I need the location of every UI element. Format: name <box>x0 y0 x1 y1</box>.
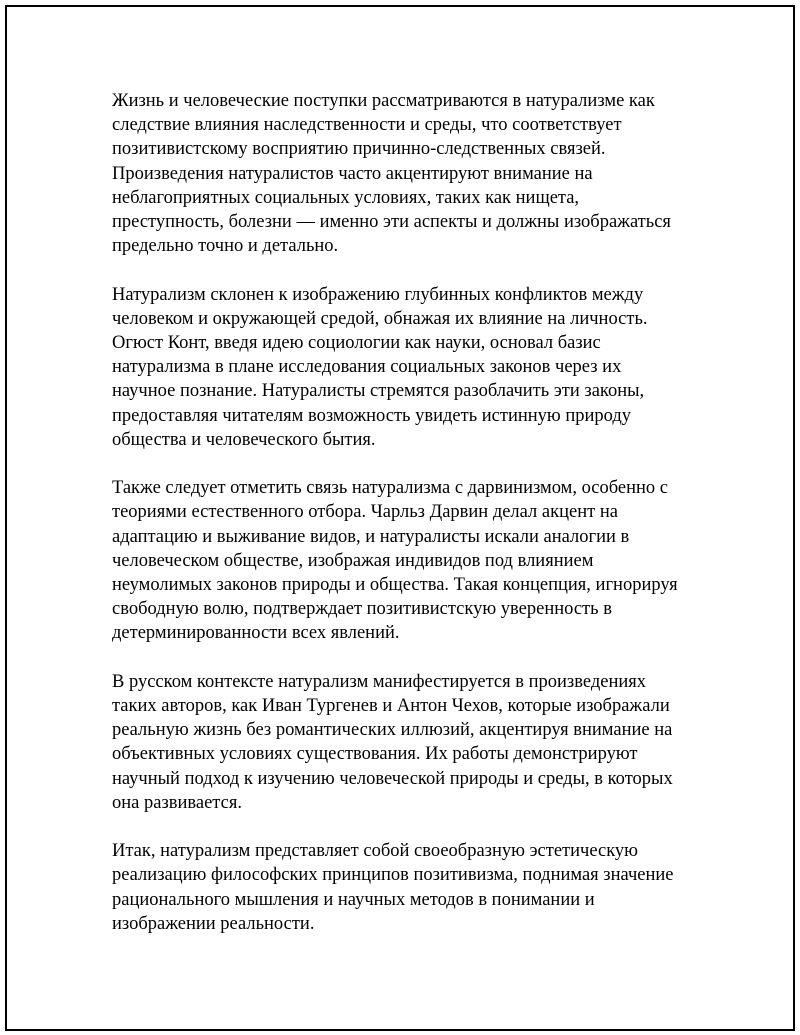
text-line: следствие влияния наследственности и среды, что соответствует <box>112 115 622 136</box>
text-line: общества и человеческого бытия. <box>112 429 376 450</box>
text-line: Огюст Конт, введя идею социологии как науки, основал базис <box>112 333 601 354</box>
text-line: В русском контексте натурализм манифестируется в произведениях <box>112 671 647 692</box>
text-line: свободную волю, подтверждает позитивистскую уверенность в <box>112 599 612 620</box>
paragraph <box>112 283 692 452</box>
text-line: позитивистскому восприятию причинно-следственных связей. <box>112 139 606 160</box>
text-line: она развивается. <box>112 792 242 813</box>
text-line: предоставляя читателям возможность увидеть истинную природу <box>112 405 632 426</box>
paragraph <box>112 89 692 258</box>
text-line: предельно точно и детально. <box>112 236 339 257</box>
text-line: Натурализм склонен к изображению глубинных конфликтов между <box>112 284 644 305</box>
paragraph <box>112 670 692 815</box>
text-line: натурализма в плане исследования социальных законов через их <box>112 357 622 378</box>
text-line: неумолимых законов природы и общества. Такая концепция, игнорируя <box>112 575 678 596</box>
text-line: Жизнь и человеческие поступки рассматриваются в натурализме как <box>112 91 655 111</box>
text-line: преступность, болезни — именно эти аспекты и должны изображаться <box>112 212 671 233</box>
text-line: таких авторов, как Иван Тургенев и Антон Чехов, которые изображали <box>112 696 670 717</box>
text-line: адаптацию и выживание видов, и натуралисты искали аналогии в <box>112 526 630 547</box>
text-line: научный подход к изучению человеческой природы и среды, в которых <box>112 768 673 789</box>
text-line: объективных условиях существования. Их работы демонстрируют <box>112 744 638 765</box>
text-line: рационального мышления и научных методов в понимании и <box>112 889 595 910</box>
text-line: реальную жизнь без романтических иллюзий, акцентируя внимание на <box>112 720 673 741</box>
text-line: реализацию философских принципов позитивизма, поднимая значение <box>112 865 674 886</box>
paragraph <box>112 839 692 936</box>
text-line: человеческом обществе, изображая индивидов под влиянием <box>112 550 594 571</box>
text-line: изображении реальности. <box>112 913 315 934</box>
text-line: детерминированности всех явлений. <box>112 623 400 644</box>
text-line: научное познание. Натуралисты стремятся разоблачить эти законы, <box>112 381 645 402</box>
text-line: теориями естественного отбора. Чарльз Дарвин делал акцент на <box>112 502 618 523</box>
text-line: Также следует отметить связь натурализма с дарвинизмом, особенно с <box>112 478 669 499</box>
paragraph <box>112 476 692 645</box>
text-line: Итак, натурализм представляет собой своеобразную эстетическую <box>112 841 638 862</box>
document-body <box>112 89 692 960</box>
text-line: человеком и окружающей средой, обнажая их влияние на личность. <box>112 308 648 329</box>
text-line: Произведения натуралистов часто акцентируют внимание на <box>112 163 593 184</box>
text-line: неблагоприятных социальных условиях, таких как нищета, <box>112 187 580 208</box>
